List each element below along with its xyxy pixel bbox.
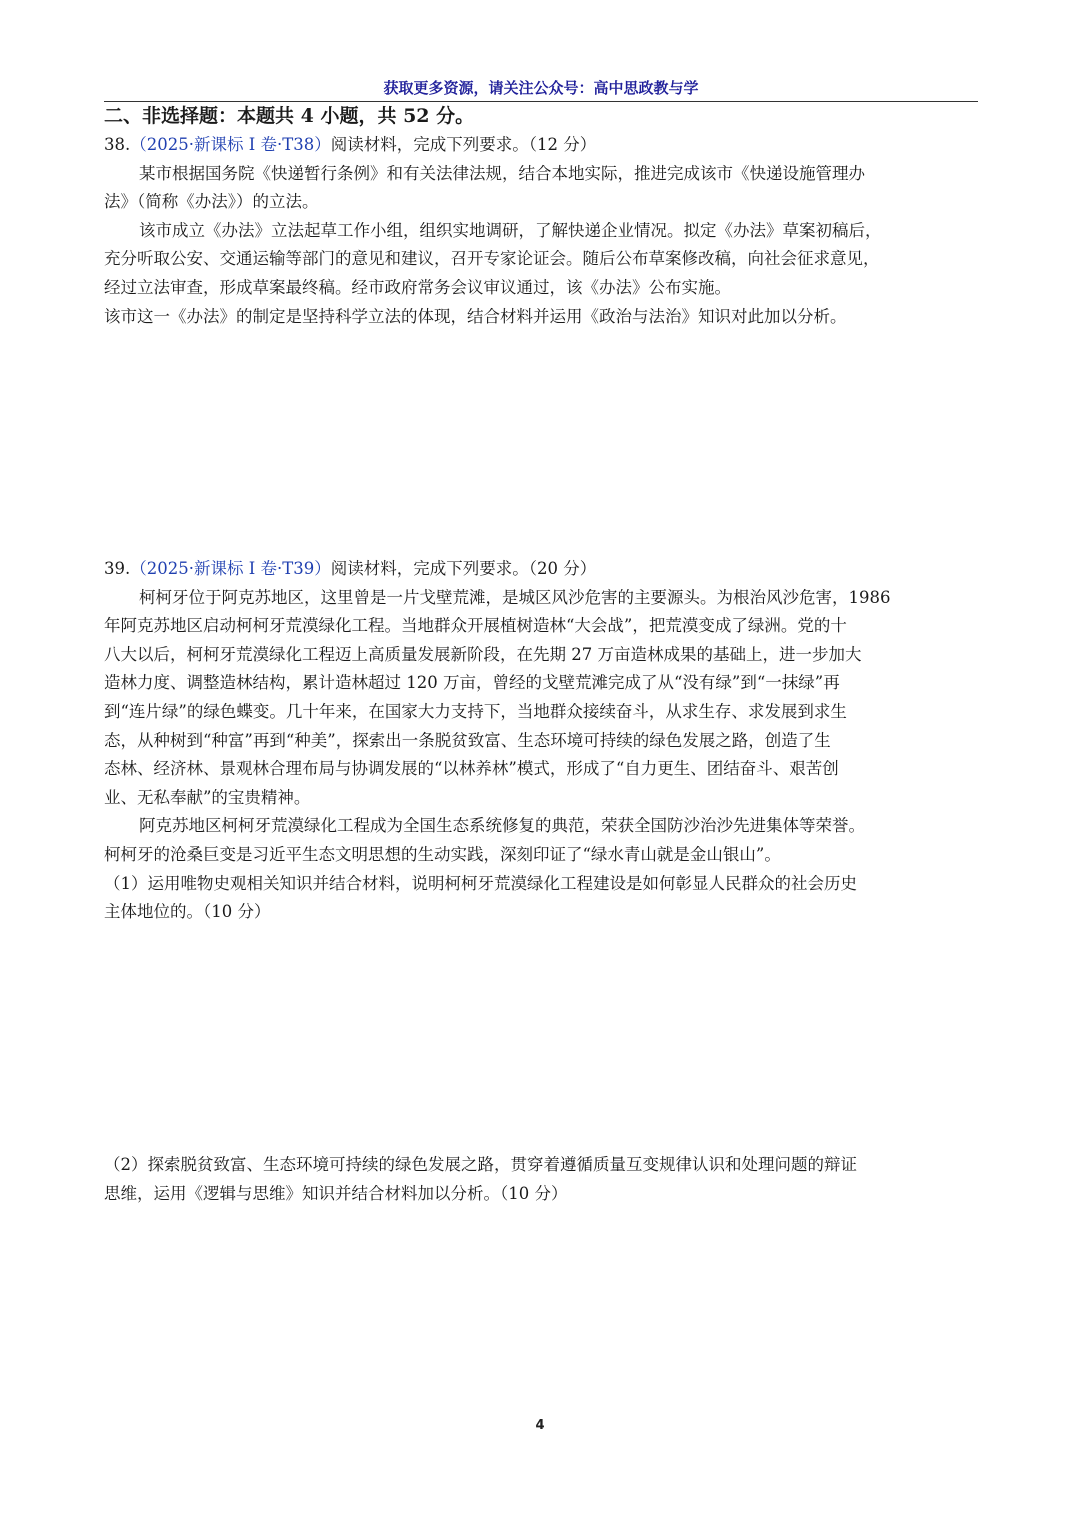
question-39-source: （2025·新课标 I 卷·T39） [130, 559, 331, 578]
question-38-material-line: 该市成立《办法》立法起草工作小组，组织实地调研，了解快递企业情况。拟定《办法》草案初稿后， [139, 220, 882, 240]
question-38-prompt: 该市这一《办法》的制定是坚持科学立法的体现，结合材料并运用《政治与法治》知识对此加以分析。 [104, 306, 847, 326]
question-38-instruction: 阅读材料，完成下列要求。（12 分） [330, 135, 597, 154]
question-39-material-line: 阿克苏地区柯柯牙荒漠绿化工程成为全国生态系统修复的典范，荣获全国防沙治沙先进集体等荣誉。 [139, 816, 865, 836]
question-38-material-line: 充分听取公安、交通运输等部门的意见和建议，召开专家论证会。随后公布草案修改稿，向社会征求意见， [104, 249, 880, 269]
question-38-material-line: 某市根据国务院《快递暂行条例》和有关法律法规，结合本地实际，推进完成该市《快递设施管理办 [139, 163, 865, 183]
question-38-number: 38. [104, 135, 131, 154]
header-divider [104, 101, 978, 102]
question-39-material-line: 柯柯牙的沧桑巨变是习近平生态文明思想的生动实践，深刻印证了“绿水青山就是金山银山”。 [104, 844, 781, 864]
question-39-material-line: 柯柯牙位于阿克苏地区，这里曾是一片戈壁荒滩，是城区风沙危害的主要源头。为根治风沙危害，1986 [139, 587, 891, 607]
question-39-material-line: 年阿克苏地区启动柯柯牙荒漠绿化工程。当地群众开展植树造林“大会战”，把荒漠变成了绿洲。党的十 [104, 616, 847, 636]
question-39-material-line: 到“连片绿”的绿色蝶变。几十年来，在国家大力支持下，当地群众接续奋斗，从求生存、求发展到求生 [104, 701, 847, 721]
question-39-material-line: 态林、经济林、景观林合理布局与协调发展的“以林养林”模式，形成了“自力更生、团结奋斗、艰苦创 [104, 759, 839, 779]
question-39-material-line: 态，从种树到“种富”再到“种美”，探索出一条脱贫致富、生态环境可持续的绿色发展之路，创造了生 [104, 730, 831, 750]
question-39-part1-prompt: 主体地位的。（10 分） [104, 902, 271, 922]
question-39-number: 39. [104, 559, 131, 578]
question-39-material-line: 八大以后，柯柯牙荒漠绿化工程迈上高质量发展新阶段，在先期 27 万亩造林成果的基础上，进一步加大 [104, 644, 862, 664]
section-title: 二、非选择题：本题共 4 小题，共 52 分。 [104, 105, 475, 127]
page-header: 获取更多资源，请关注公众号：高中思政教与学 [383, 79, 699, 97]
question-38-heading [104, 131, 980, 160]
page-number: 4 [535, 1418, 545, 1433]
question-39-part2 [104, 1151, 980, 1208]
question-39-part2-prompt: 思维，运用《逻辑与思维》知识并结合材料加以分析。（10 分） [104, 1183, 568, 1203]
question-39-material-line: 造林力度、调整造林结构，累计造林超过 120 万亩，曾经的戈壁荒滩完成了从“没有绿”到“一抹绿”再 [104, 673, 840, 693]
question-39-material-line: 业、无私奉献”的宝贵精神。 [104, 787, 311, 807]
question-39-instruction: 阅读材料，完成下列要求。（20 分） [330, 559, 597, 578]
question-39-heading [104, 555, 980, 584]
question-39-part2-prompt: （2）探索脱贫致富、生态环境可持续的绿色发展之路，贯穿着遵循质量互变规律认识和处理问题的辩证 [104, 1155, 857, 1174]
question-39 [104, 555, 980, 927]
question-38 [104, 131, 980, 331]
question-38-material-line: 经过立法审查，形成草案最终稿。经市政府常务会议审议通过，该《办法》公布实施。 [104, 277, 731, 297]
question-38-material-line: 法》（简称《办法》）的立法。 [104, 192, 319, 212]
question-39-part1-prompt: （1）运用唯物史观相关知识并结合材料，说明柯柯牙荒漠绿化工程建设是如何彰显人民群众的社会历史 [104, 873, 857, 893]
question-38-source: （2025·新课标 I 卷·T38） [130, 135, 331, 154]
